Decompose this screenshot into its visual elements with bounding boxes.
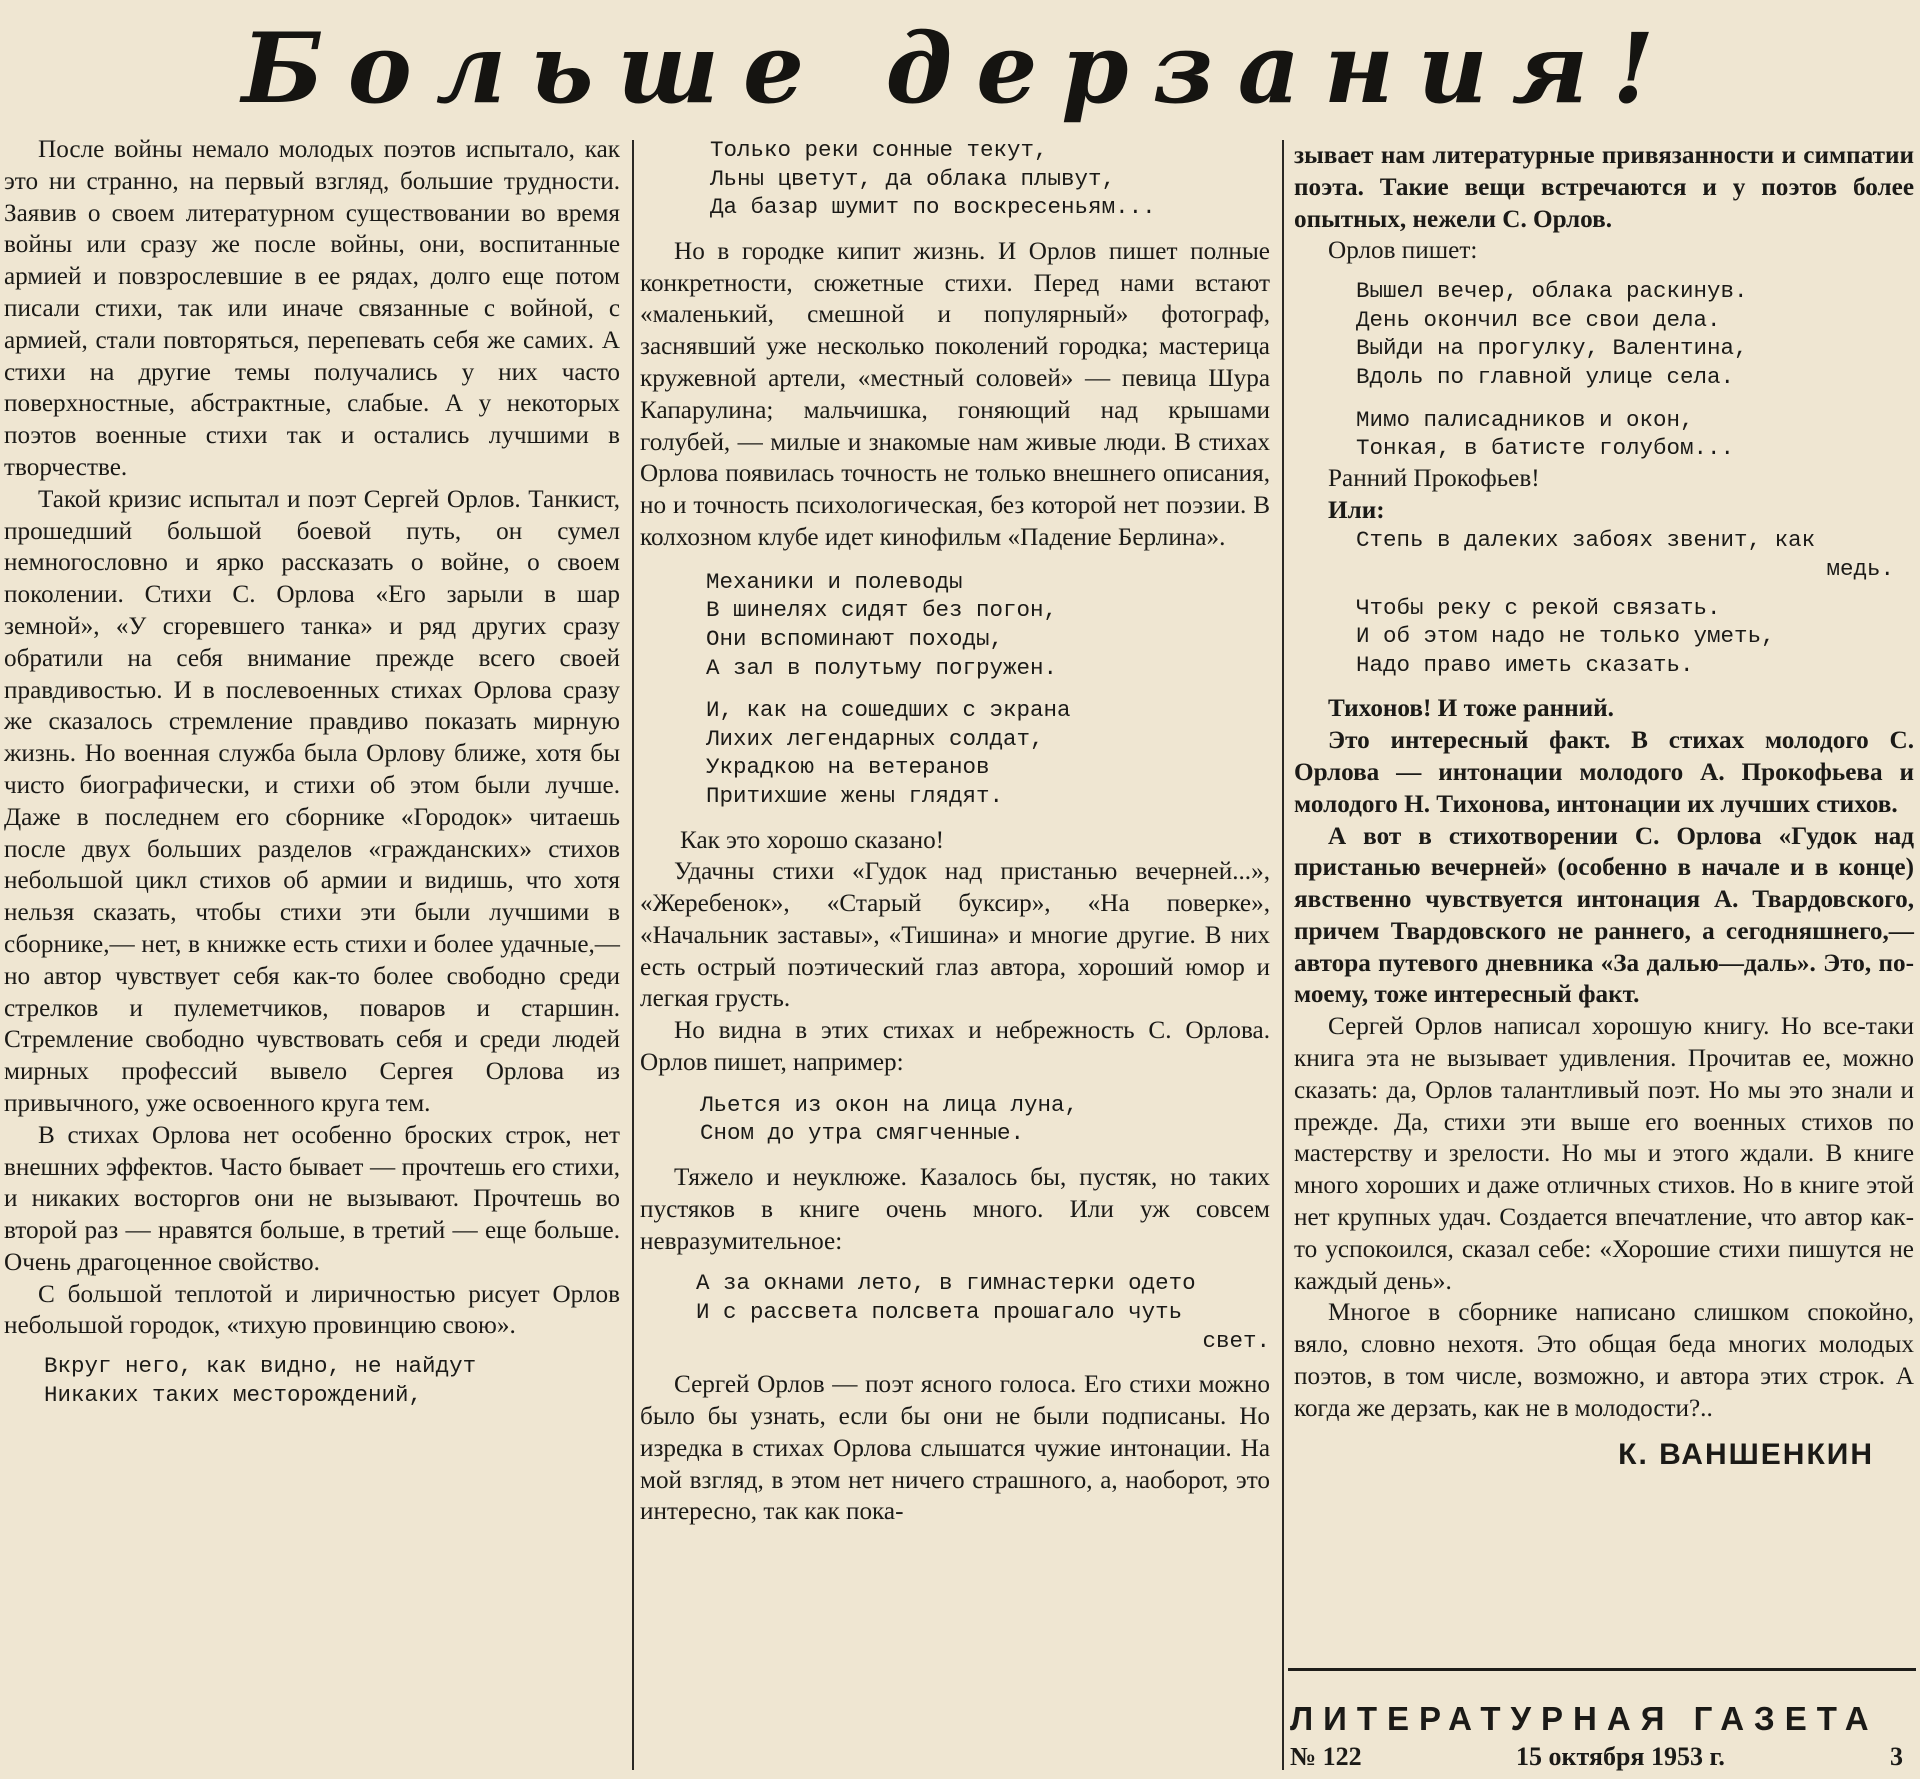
verse-line: Надо право иметь сказать.	[1356, 651, 1694, 678]
verse-line: Притихшие жены глядят.	[706, 782, 1004, 809]
col3-paragraph-1: Орлов пишет:	[1328, 237, 1478, 265]
col2-verse-c	[640, 1091, 1270, 1148]
verse-line: Никаких таких месторождений,	[44, 1381, 423, 1408]
column-3	[1294, 140, 1914, 1470]
article-headline: Больше дерзания!	[241, 12, 1679, 125]
col3-paragraph-6: А вот в стихотворении С. Орлова «Гудок над пристанью вечерней» (особенно в начале и в конце) явственно чувствуется интонация А. Твардовского, причем Твардовского не раннего, а сегодняшнего,—автора путевого дневника «За далью—даль». Это, по-моему, тоже интересный факт.	[1294, 822, 1914, 1009]
verse-line: Льется из окон на лица луна,	[700, 1091, 1079, 1118]
col1-paragraph-1: После войны немало молодых поэтов испытало, как это ни странно, на первый взгляд, большие трудности. Заявив о своем литературном существовании во время войны или сразу же после войны, они, воспитанные армией и повзрослевшие в ее рядах, долго еще потом писали стихи, так или иначе связанные с войной, с армией, стали повторяться, перепевать себя же самих. А стихи на другие темы получались у них часто поверхностные, абстрактные, слабые. А у некоторых поэтов военные стихи так и остались лучшими в творчестве.	[4, 136, 620, 481]
col2-paragraph-6: Сергей Орлов — поэт ясного голоса. Его стихи можно было бы узнать, если бы они не были подписаны. Но изредка в стихах Орлова слышатся чужие интонации. На мой взгляд, в этом нет ничего страшного, а, наоборот, это интересно, так как пока-	[640, 1371, 1270, 1526]
col1-verse	[4, 1352, 620, 1409]
verse-line: Украдкою на ветеранов	[706, 754, 990, 781]
newspaper-title: ЛИТЕРАТУРНАЯ ГАЗЕТА	[1290, 1700, 1879, 1737]
col2-paragraph-2: Как это хорошо сказано!	[680, 826, 945, 854]
col3-paragraph-5: Это интересный факт. В стихах молодого С. Орлова — интонации молодого А. Прокофьева и молодого Н. Тихонова, интонации их лучших стихов.	[1294, 727, 1914, 818]
col2-paragraph-4: Но видна в этих стихах и небрежность С. Орлова. Орлов пишет, например:	[640, 1017, 1270, 1077]
verse-line: свет.	[1202, 1327, 1270, 1354]
verse-line: Сном до утра смягченные.	[700, 1120, 1025, 1147]
col1-paragraph-2: Такой кризис испытал и поэт Сергей Орлов. Танкист, прошедший большой боевой путь, он сумел немногословно и ярко рассказать о войне, о своем поколении. Стихи С. Орлова «Его зарыли в шар земной», «У сгоревшего танка» и ряд других сразу обратили на себя внимание прежде всего своей правдивостью. И в послевоенных стихах Орлова сразу же сказалось стремление правдиво показать мирную жизнь. Но военная служба была Орлову ближе, хотя бы чисто биографически, и стихи об этом были лучше. Даже в последнем его сборнике «Городок» читаешь после двух больших разделов «гражданских» стихов небольшой цикл стихов об армии и видишь, что хотя нельзя сказать, чтобы стихи эти были лучшими в сборнике,— нет, в книжке есть стихи и более удачные,— но автор чувствует себя как-то более свободно среди стрелков и пулеметчиков, поваров и старшин. Стремление свободно чувствовать себя и среди людей мирных профессий вывело Сергея Орлова из привычного, уже освоенного круга тем.	[4, 485, 620, 1117]
verse-line: Степь в далеких забоях звенит, как	[1356, 527, 1816, 554]
col2-verse-top	[640, 136, 1270, 222]
verse-line: Вкруг него, как видно, не найдут	[44, 1353, 477, 1380]
author-signature: К. ВАНШЕНКИН	[1618, 1437, 1874, 1471]
verse-line: Вышел вечер, облака раскинув.	[1356, 278, 1748, 305]
col3-paragraph-0: зывает нам литературные привязанности и симпатии поэта. Такие вещи встречаются и у поэтов более опытных, нежели С. Орлов.	[1294, 142, 1914, 233]
verse-line: Лихих легендарных солдат,	[706, 725, 1044, 752]
col3-verse-c	[1294, 526, 1914, 583]
column-divider-1	[632, 140, 634, 1770]
col1-paragraph-4: С большой теплотой и лиричностью рисует Орлов небольшой городок, «тихую провинцию свою».	[4, 1280, 620, 1340]
col3-verse-a	[1294, 277, 1914, 391]
col3-verse-b	[1294, 406, 1914, 463]
verse-line: Тонкая, в батисте голубом...	[1356, 435, 1735, 462]
verse-line: Они вспоминают походы,	[706, 625, 1004, 652]
verse-line: Вдоль по главной улице села.	[1356, 363, 1735, 390]
col3-paragraph-4: Тихонов! И тоже ранний.	[1328, 695, 1614, 723]
verse-line: Льны цветут, да облака плывут,	[710, 165, 1116, 192]
col3-paragraph-2: Ранний Прокофьев!	[1328, 464, 1540, 492]
verse-line: Только реки сонные текут,	[710, 137, 1048, 163]
verse-line: И, как на сошедших с экрана	[706, 697, 1071, 724]
col3-paragraph-3: Или:	[1328, 496, 1385, 524]
col2-paragraph-1: Но в городке кипит жизнь. И Орлов пишет полные конкретности, сюжетные стихи. Перед нами встают «маленький, смешной и популярный» фотограф, заснявший уже несколько поколений городка; мастерица кружевной артели, «местный соловей» — певица Шура Капарулина; мальчишка, гоняющий над крышами голубей, — милые и знакомые нам живые люди. В стихах Орлова появилась точность не только внешнего описания, но и точность психологическая, без которой нет поэзии. В колхозном клубе идет кинофильм «Падение Берлина».	[640, 237, 1270, 551]
col3-verse-d	[1294, 594, 1914, 680]
col2-verse-a	[640, 568, 1270, 682]
column-1	[4, 134, 620, 1409]
verse-line: А зал в полутьму погружен.	[706, 654, 1058, 681]
column-2	[640, 136, 1270, 1528]
page-number: 3	[1890, 1742, 1903, 1771]
verse-line: Выйди на прогулку, Валентина,	[1356, 335, 1748, 362]
col3-paragraph-7: Сергей Орлов написал хорошую книгу. Но все-таки книга эта не вызывает удивления. Прочитав ее, можно сказать: да, Орлов талантливый поэт. Но мы это знали и прежде. Да, стихи эти выше его военных стихов по мастерству и зрелости. Но мы и этого ждали. В книге много хороших и даже отличных стихов. Но в книге этой нет крупных удач. Создается впечатление, что автор как-то успокоился, сказал себе: «Хорошие стихи пишутся не каждый день».	[1294, 1013, 1914, 1295]
col2-paragraph-3: Удачны стихи «Гудок над пристанью вечерней...», «Жеребенок», «Старый буксир», «На поверке», «Начальник заставы», «Тишина» и многие другие. В них есть острый поэтический глаз автора, хороший юмор и легкая грусть.	[640, 858, 1270, 1013]
issue-date: 15 октября 1953 г.	[1516, 1742, 1725, 1771]
verse-line: И с рассвета полсвета прошагало чуть	[696, 1299, 1183, 1326]
verse-line: И об этом надо не только уметь,	[1356, 623, 1775, 650]
verse-line: Да базар шумит по воскресеньям...	[710, 194, 1156, 221]
col2-paragraph-5: Тяжело и неуклюже. Казалось бы, пустяк, но таких пустяков в книге очень много. Или уж совсем невразумительное:	[640, 1164, 1270, 1255]
verse-line: Чтобы реку с рекой связать.	[1356, 594, 1721, 621]
verse-line: медь.	[1826, 555, 1894, 582]
footer-rule	[1288, 1668, 1916, 1671]
verse-line: В шинелях сидят без погон,	[706, 597, 1058, 624]
column-divider-2	[1282, 140, 1284, 1770]
col1-paragraph-3: В стихах Орлова нет особенно броских строк, нет внешних эффектов. Часто бывает — прочтешь его стихи, и никаких восторгов они не вызывают. Прочтешь во второй раз — нравятся больше, в третий — еще больше. Очень драгоценное свойство.	[4, 1121, 620, 1276]
verse-line: Мимо палисадников и окон,	[1356, 406, 1694, 433]
col2-verse-d	[640, 1269, 1270, 1355]
verse-line: Механики и полеводы	[706, 568, 963, 595]
col3-paragraph-8: Многое в сборнике написано слишком спокойно, вяло, словно нехотя. Это общая беда многих молодых поэтов, в том числе, возможно, и автора этих строк. А когда же дерзать, как не в молодости?..	[1294, 1299, 1914, 1422]
issue-number: № 122	[1290, 1742, 1362, 1771]
col2-verse-b	[640, 696, 1270, 810]
verse-line: А за окнами лето, в гимнастерки одето	[696, 1270, 1196, 1297]
verse-line: День окончил все свои дела.	[1356, 306, 1721, 333]
